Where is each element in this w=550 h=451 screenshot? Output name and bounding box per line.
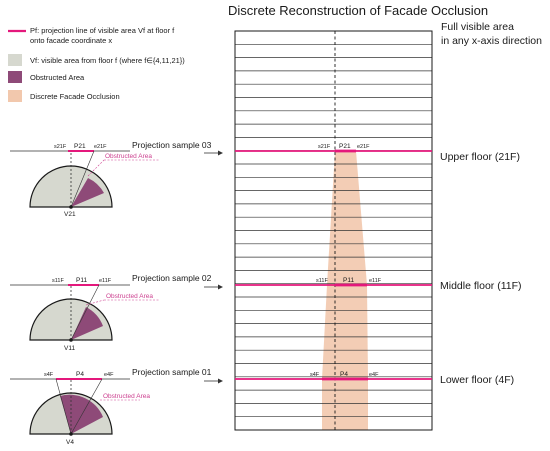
sample-01-obstructed-label: Obstructed Area xyxy=(103,393,150,400)
facade-11f-s-label: s11F xyxy=(316,278,328,284)
sample-02-arrow-icon xyxy=(218,285,223,290)
sample-03-label: Projection sample 03 xyxy=(132,140,212,150)
sample-03-p-label: P21 xyxy=(74,143,86,150)
projection-sample-02 xyxy=(10,273,223,352)
legend-obstructed-text: Obstructed Area xyxy=(30,73,85,82)
sample-02-e-label: e11F xyxy=(99,278,112,284)
projection-sample-03 xyxy=(10,140,223,218)
sample-03-obstructed-label: Obstructed Area xyxy=(105,153,152,160)
sample-01-e-label: e4F xyxy=(104,372,114,378)
sample-02-label: Projection sample 02 xyxy=(132,273,212,283)
sample-03-e-label: e21F xyxy=(94,144,107,150)
floor-label-4f: Lower floor (4F) xyxy=(440,374,515,386)
facade-11f-p-label: P11 xyxy=(343,277,355,284)
facade-21f-p-label: P21 xyxy=(339,143,351,150)
facade-grid xyxy=(235,31,432,430)
facade-4f-e-label: e4F xyxy=(369,372,379,378)
full-visible-label-1: Full visible area xyxy=(441,21,514,33)
floor-label-11f: Middle floor (11F) xyxy=(440,280,522,292)
facade-21f-e-label: e21F xyxy=(357,144,370,150)
facade-4f-p-label: P4 xyxy=(340,371,348,378)
floor-label-21f: Upper floor (21F) xyxy=(440,151,520,163)
facade-21f-s-label: s21F xyxy=(318,144,331,150)
sample-03-arrow-icon xyxy=(218,151,223,156)
legend-occlusion-swatch xyxy=(8,90,22,102)
legend-projection-line-text-2: onto facade coordinate x xyxy=(30,36,113,45)
legend-projection-line-text-1: Pf: projection line of visible area Vf at floor f xyxy=(30,26,175,35)
sample-01-p-label: P4 xyxy=(76,371,84,378)
legend-visible-area-text: Vf: visible area from floor f (where f∈{4,11,21}) xyxy=(30,56,185,65)
diagram-title: Discrete Reconstruction of Facade Occlusion xyxy=(228,3,489,18)
legend-obstructed-swatch xyxy=(8,71,22,83)
sample-01-s-label: s4F xyxy=(44,372,54,378)
full-visible-label-2: in any x-axis direction xyxy=(441,35,542,47)
sample-01-arrow-icon xyxy=(218,379,223,384)
sample-01-v-label: V4 xyxy=(66,439,74,446)
sample-03-v-label: V21 xyxy=(64,211,76,218)
sample-02-v-label: V11 xyxy=(64,345,76,352)
sample-02-p-label: P11 xyxy=(76,277,88,284)
projection-sample-01 xyxy=(10,367,223,446)
facade-occlusion-region xyxy=(322,151,368,430)
facade-11f-e-label: e11F xyxy=(369,278,382,284)
legend-visible-area-swatch xyxy=(8,54,22,66)
facade-4f-s-label: s4F xyxy=(310,372,320,378)
legend xyxy=(8,26,185,102)
sample-02-s-label: s11F xyxy=(52,278,64,284)
sample-03-s-label: s21F xyxy=(54,144,67,150)
legend-occlusion-text: Discrete Facade Occlusion xyxy=(30,92,120,101)
sample-01-label: Projection sample 01 xyxy=(132,367,212,377)
sample-02-obstructed-label: Obstructed Area xyxy=(106,293,153,300)
